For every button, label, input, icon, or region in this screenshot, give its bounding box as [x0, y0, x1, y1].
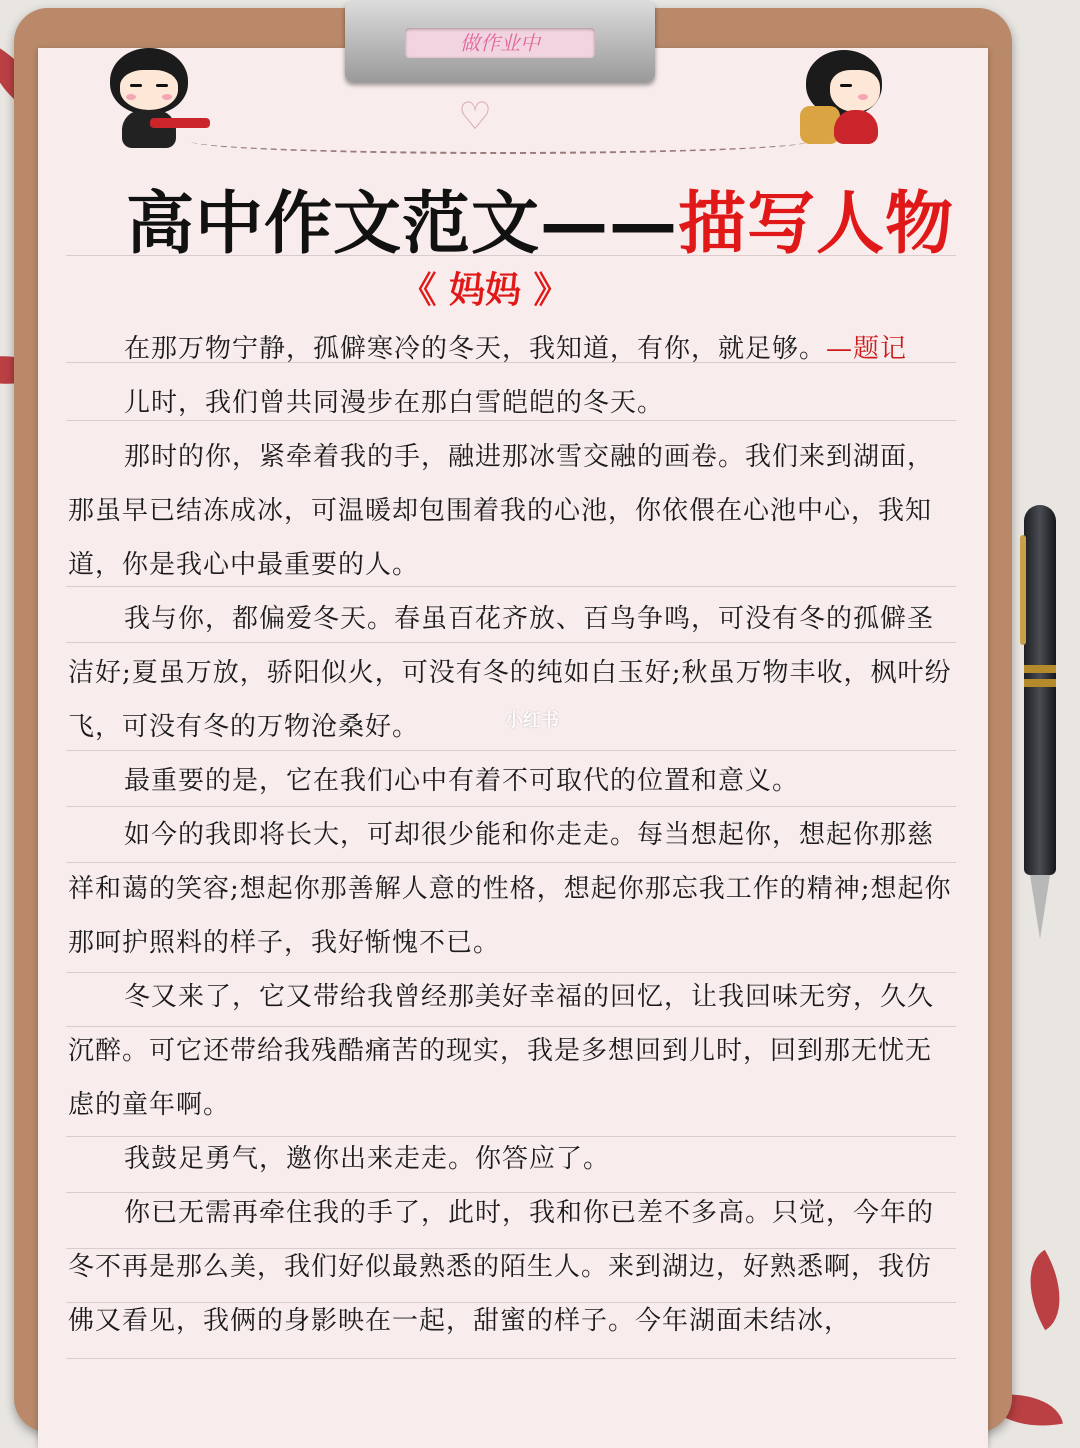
eye-icon: [840, 84, 852, 87]
essay-paragraph: 如今的我即将长大，可却很少能和你走走。每当想起你，想起你那慈祥和蔼的笑容;想起你那善解人意的性格，想起你那忘我工作的精神;想起你那呵护照料的样子，我好惭愧不已。: [68, 820, 952, 958]
essay-paragraph: 儿时，我们曾共同漫步在那白雪皑皑的冬天。: [124, 388, 665, 418]
essay-paragraph: 最重要的是，它在我们心中有着不可取代的位置和意义。: [124, 766, 800, 796]
essay-subtitle: 《 妈妈 》: [400, 270, 570, 311]
essay-paragraph: 冬又来了，它又带给我曾经那美好幸福的回忆，让我回味无穷，久久沉醉。可它还带给我残酷痛苦的现实，我是多想回到儿时，回到那无忧无虑的童年啊。: [68, 982, 935, 1120]
cheek-icon: [162, 94, 172, 100]
pen-body: [1024, 505, 1056, 875]
watermark: 小红书: [505, 710, 559, 731]
cheek-icon: [126, 94, 136, 100]
cheek-icon: [858, 94, 868, 100]
epigraph-note: —题记: [826, 334, 908, 364]
title-red-part: 描写人物: [678, 185, 955, 264]
clipboard-clip: [345, 0, 655, 82]
essay-paragraph: 我与你，都偏爱冬天。春虽百花齐放、百鸟争鸣，可没有冬的孤僻圣洁好;夏虽万放，骄阳似火，可没有冬的纯如白玉好;秋虽万物丰收，枫叶纷飞，可没有冬的万物沧桑好。: [68, 604, 952, 742]
essay-paragraph: 你已无需再牵住我的手了，此时，我和你已差不多高。只觉，今年的冬不再是那么美，我们好似最熟悉的陌生人。来到湖边，好熟悉啊，我仿佛又看见，我俩的身影映在一起，甜蜜的样子。今年湖面未结冰，: [68, 1198, 935, 1336]
title-rule: [66, 255, 956, 256]
character-face: [120, 70, 178, 110]
character-scarf: [150, 118, 210, 128]
pen-clip: [1020, 535, 1026, 645]
maple-leaf-decoration: [1010, 1250, 1080, 1331]
title-black-part: 高中作文范文——: [125, 185, 678, 264]
pen-band: [1024, 665, 1056, 673]
eye-icon: [156, 84, 168, 87]
decorative-dashed-line: [190, 128, 810, 154]
character-head: [110, 48, 188, 114]
clip-label-plate: [405, 28, 595, 58]
pen-band: [1024, 679, 1056, 687]
heart-icon: ♡: [458, 94, 493, 138]
fountain-pen-icon: [1020, 505, 1060, 945]
ruled-line: [66, 1358, 956, 1359]
character-face: [830, 70, 880, 112]
pen-nib: [1030, 875, 1050, 939]
character-body: [122, 110, 176, 148]
character-body: [834, 110, 878, 144]
essay-paragraph: 我鼓足勇气，邀你出来走走。你答应了。: [124, 1144, 611, 1174]
eye-icon: [130, 84, 142, 87]
cartoon-character-right: [800, 50, 900, 145]
clip-label: 做作业中: [460, 31, 540, 55]
essay-paragraph: 那时的你，紧牵着我的手，融进那冰雪交融的画卷。我们来到湖面，那虽早已结冻成冰，可温暖却包围着我的心池，你依偎在心池中心，我知道，你是我心中最重要的人。: [68, 442, 935, 580]
paragraph-text: 在那万物宁静，孤僻寒冷的冬天，我知道，有你，就足够。: [124, 334, 827, 364]
essay-body: [68, 322, 958, 1348]
page-title: [0, 170, 1080, 267]
essay-paragraph: [68, 322, 958, 376]
